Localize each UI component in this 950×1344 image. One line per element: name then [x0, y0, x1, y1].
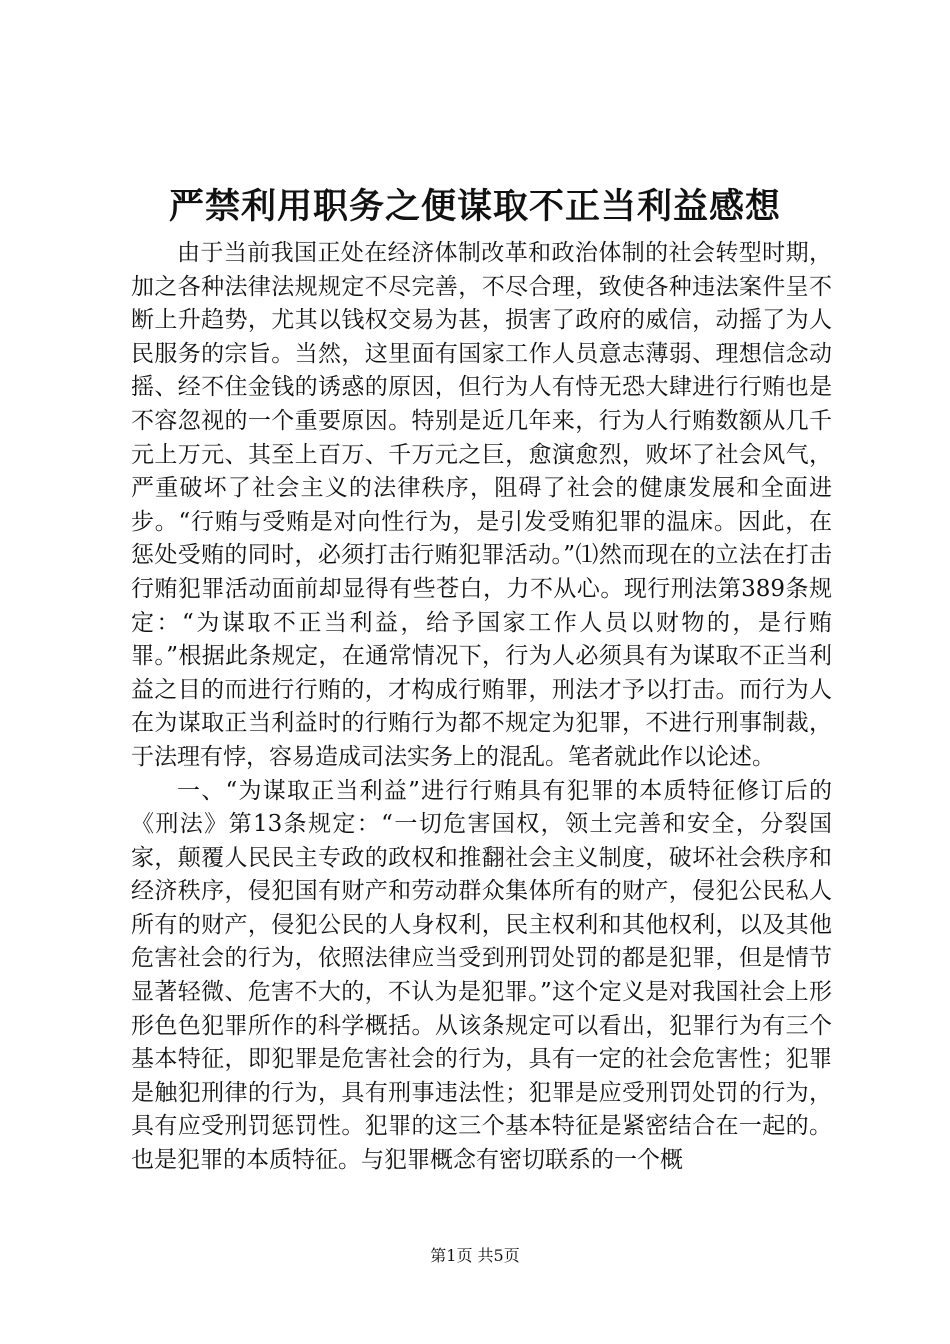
body-paragraph-1: 由于当前我国正处在经济体制改革和政治体制的社会转型时期，加之各种法律法规规定不尽完善，不尽合理，致使各种违法案件呈不断上升趋势，尤其以钱权交易为甚，损害了政府的威信，动摇了为人民服务的宗旨。当然，这里面有国家工作人员意志薄弱、理想信念动摇、经不住金钱的诱惑的原因，但行为人有恃无恐大肆进行行贿也是不容忽视的一个重要原因。特别是近几年来，行为人行贿数额从几千元上万元、其至上百万、千万元之巨，愈演愈烈，败坏了社会风气，严重破坏了社会主义的法律秩序，阻碍了社会的健康发展和全面进步。“行贿与受贿是对向性行为，是引发受贿犯罪的温床。因此，在惩处受贿的同时，必须打击行贿犯罪活动。”⑴然而现在的立法在打击行贿犯罪活动面前却显得有些苍白，力不从心。现行刑法第389条规定：“为谋取不正当利益，给予国家工作人员以财物的，是行贿罪。”根据此条规定，在通常情况下，行为人必须具有为谋取不正当利益之目的而进行行贿的，才构成行贿罪，刑法才予以打击。而行为人在为谋取正当利益时的行贿行为都不规定为犯罪，不进行刑事制裁，于法理有悖，容易造成司法实务上的混乱。笔者就此作以论述。 [131, 240, 832, 770]
body-paragraph-2: 一、“为谋取正当利益”进行行贿具有犯罪的本质特征修订后的《刑法》第13条规定：“一切危害国权，领土完善和安全，分裂国家，颠覆人民民主专政的政权和推翻社会主义制度，破坏社会秩序和经济秩序，侵犯国有财产和劳动群众集体所有的财产，侵犯公民私人所有的财产，侵犯公民的人身权利，民主权利和其他权利，以及其他危害社会的行为，依照法律应当受到刑罚处罚的都是犯罪，但是情节显著轻微、危害不大的，不认为是犯罪。”这个定义是对我国社会上形形色色犯罪所作的科学概括。从该条规定可以看出，犯罪行为有三个基本特征，即犯罪是危害社会的行为，具有一定的社会危害性；犯罪是触犯刑律的行为，具有刑事违法性；犯罪是应受刑罚处罚的行为，具有应受刑罚惩罚性。犯罪的这三个基本特征是紧密结合在一起的。也是犯罪的本质特征。与犯罪概念有密切联系的一个概 [131, 777, 832, 1174]
page-number-footer: 第1页 共5页 [430, 1246, 520, 1265]
document-title: 严禁利用职务之便谋取不正当利益感想 [168, 186, 781, 227]
document-body [131, 237, 832, 1178]
